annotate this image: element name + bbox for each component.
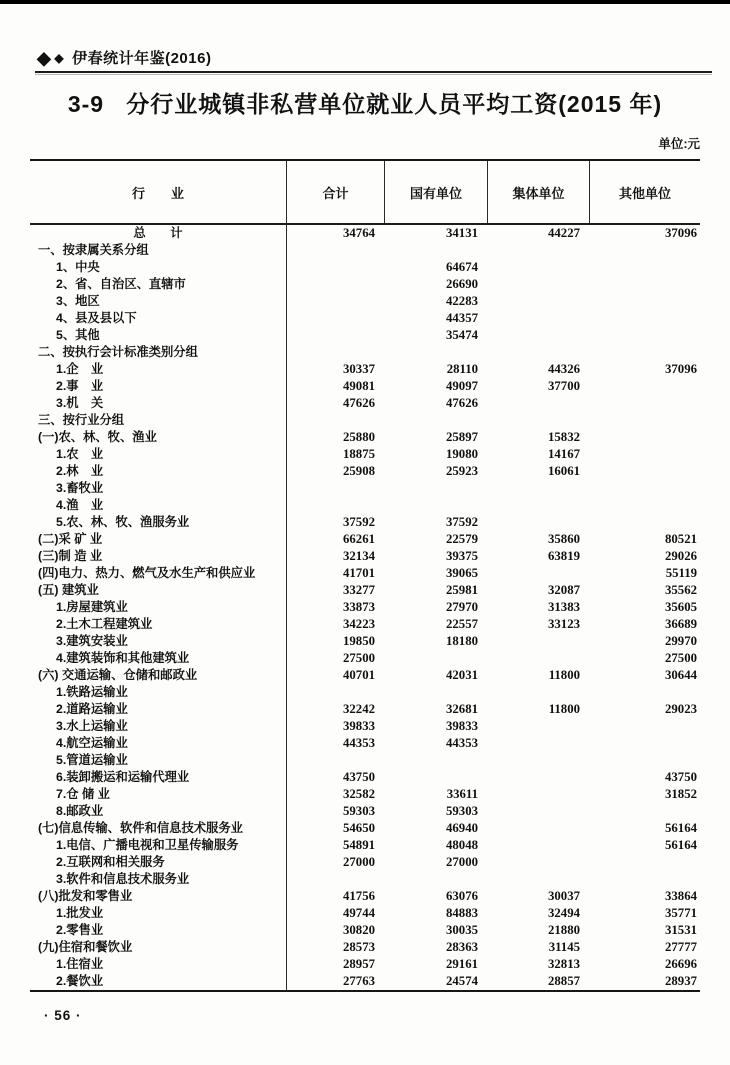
cell-value <box>590 480 700 497</box>
table-row <box>30 854 700 871</box>
table-header <box>30 161 700 225</box>
row-label: 3.水上运输业 <box>30 718 287 735</box>
row-label: 1.农 业 <box>30 446 287 463</box>
cell-value <box>488 242 590 259</box>
cell-value <box>488 412 590 429</box>
cell-value <box>488 752 590 769</box>
cell-value <box>287 276 385 293</box>
cell-value: 27500 <box>343 651 375 665</box>
table-row <box>30 514 700 531</box>
row-label: 三、按行业分组 <box>30 412 287 429</box>
cell-value <box>488 803 590 820</box>
cell-value: 63076 <box>446 889 478 903</box>
cell-value <box>287 259 385 276</box>
table-row <box>30 939 700 956</box>
column-header-total: 合计 <box>287 161 385 223</box>
cell-value <box>488 497 590 514</box>
row-label: (一)农、林、牧、渔业 <box>30 429 287 446</box>
table-row <box>30 225 700 242</box>
cell-value <box>590 412 700 429</box>
cell-value <box>590 276 700 293</box>
cell-value: 32087 <box>548 583 580 597</box>
table-row <box>30 565 700 582</box>
cell-value: 33864 <box>665 889 697 903</box>
row-label: (六) 交通运输、仓储和邮政业 <box>30 667 287 684</box>
cell-value: 28957 <box>343 957 375 971</box>
cell-value: 44353 <box>446 736 478 750</box>
table-row <box>30 905 700 922</box>
row-label: (三)制 造 业 <box>30 548 287 565</box>
cell-value <box>287 242 385 259</box>
cell-value <box>590 718 700 735</box>
table-row <box>30 599 700 616</box>
table-row <box>30 650 700 667</box>
cell-value: 29026 <box>665 549 697 563</box>
cell-value: 32582 <box>343 787 375 801</box>
cell-value: 32494 <box>548 906 580 920</box>
cell-value <box>385 480 488 497</box>
cell-value: 30820 <box>343 923 375 937</box>
cell-value: 29970 <box>665 634 697 648</box>
cell-value: 32134 <box>343 549 375 563</box>
cell-value <box>488 633 590 650</box>
table-row <box>30 973 700 990</box>
page-title: 3-9 分行业城镇非私营单位就业人员平均工资(2015 年) <box>67 91 663 117</box>
cell-value <box>287 412 385 429</box>
cell-value: 59303 <box>446 804 478 818</box>
cell-value <box>590 259 700 276</box>
cell-value: 32681 <box>446 702 478 716</box>
cell-value: 33611 <box>446 787 478 801</box>
table-row <box>30 820 700 837</box>
cell-value: 35771 <box>665 906 697 920</box>
row-label: 2.道路运输业 <box>30 701 287 718</box>
table-row <box>30 242 700 259</box>
column-header-other: 其他单位 <box>618 185 671 201</box>
cell-value <box>385 650 488 667</box>
row-label: 2.事 业 <box>30 378 287 395</box>
cell-value: 18875 <box>343 447 375 461</box>
row-label: 8.邮政业 <box>30 803 287 820</box>
table-row <box>30 718 700 735</box>
cell-value: 35605 <box>665 600 697 614</box>
masthead-rule <box>35 71 712 75</box>
page-number: · 56 · <box>44 1008 82 1023</box>
row-label: 2.餐饮业 <box>30 973 287 990</box>
cell-value: 30644 <box>665 668 697 682</box>
row-label: 1.房屋建筑业 <box>30 599 287 616</box>
cell-value <box>488 480 590 497</box>
row-label: 2.互联网和相关服务 <box>30 854 287 871</box>
cell-value <box>590 803 700 820</box>
table-row <box>30 701 700 718</box>
cell-value: 66261 <box>343 532 375 546</box>
cell-value: 46940 <box>446 821 478 835</box>
table-row <box>30 837 700 854</box>
cell-value <box>287 293 385 310</box>
row-label: (八)批发和零售业 <box>30 888 287 905</box>
cell-value: 27763 <box>343 974 375 988</box>
cell-value <box>385 752 488 769</box>
table-row <box>30 344 700 361</box>
table-row <box>30 684 700 701</box>
cell-value: 15832 <box>548 430 580 444</box>
cell-value: 30337 <box>343 362 375 376</box>
cell-value <box>590 446 700 463</box>
cell-value: 14167 <box>548 447 580 461</box>
cell-value <box>488 327 590 344</box>
cell-value <box>590 327 700 344</box>
cell-value <box>287 497 385 514</box>
table-row <box>30 463 700 480</box>
cell-value: 30037 <box>548 889 580 903</box>
cell-value: 44353 <box>343 736 375 750</box>
row-label: (五) 建筑业 <box>30 582 287 599</box>
row-label: 1.铁路运输业 <box>30 684 287 701</box>
cell-value <box>488 718 590 735</box>
cell-value: 27000 <box>446 855 478 869</box>
row-label: 3.建筑安装业 <box>30 633 287 650</box>
cell-value: 37096 <box>665 362 697 376</box>
cell-value: 31383 <box>548 600 580 614</box>
cell-value: 33277 <box>343 583 375 597</box>
row-label: 2.土木工程建筑业 <box>30 616 287 633</box>
cell-value: 54891 <box>343 838 375 852</box>
cell-value <box>488 684 590 701</box>
row-label: 5.农、林、牧、渔服务业 <box>30 514 287 531</box>
cell-value <box>590 684 700 701</box>
cell-value <box>590 752 700 769</box>
row-label: 5.管道运输业 <box>30 752 287 769</box>
cell-value: 32242 <box>343 702 375 716</box>
cell-value <box>287 344 385 361</box>
column-header-state-owned: 国有单位 <box>385 161 488 223</box>
cell-value <box>287 327 385 344</box>
table-row <box>30 667 700 684</box>
cell-value <box>385 497 488 514</box>
cell-value: 31852 <box>665 787 697 801</box>
cell-value <box>590 854 700 871</box>
column-header-collective: 集体单位 <box>488 161 590 223</box>
cell-value: 28573 <box>343 940 375 954</box>
cell-value: 27000 <box>343 855 375 869</box>
table-row <box>30 582 700 599</box>
cell-value: 19850 <box>343 634 375 648</box>
table-row <box>30 888 700 905</box>
cell-value <box>488 837 590 854</box>
cell-value: 21880 <box>548 923 580 937</box>
cell-value: 42283 <box>446 294 478 308</box>
cell-value: 37592 <box>343 515 375 529</box>
cell-value <box>488 276 590 293</box>
cell-value: 28363 <box>446 940 478 954</box>
table-row <box>30 327 700 344</box>
cell-value: 49081 <box>343 379 375 393</box>
cell-value <box>590 344 700 361</box>
cell-value: 25923 <box>446 464 478 478</box>
table-row <box>30 293 700 310</box>
diamond-icon-small: ◆ <box>54 50 65 65</box>
cell-value: 49097 <box>446 379 478 393</box>
cell-value: 26696 <box>665 957 697 971</box>
table-row <box>30 276 700 293</box>
cell-value <box>488 854 590 871</box>
row-label: 6.装卸搬运和运输代理业 <box>30 769 287 786</box>
cell-value: 39833 <box>343 719 375 733</box>
row-label: 3.机 关 <box>30 395 287 412</box>
cell-value: 49744 <box>343 906 375 920</box>
cell-value <box>488 769 590 786</box>
table-row <box>30 871 700 888</box>
table-row <box>30 446 700 463</box>
cell-value: 40701 <box>343 668 375 682</box>
masthead-text: 伊春统计年鉴(2016) <box>72 50 212 67</box>
cell-value <box>488 820 590 837</box>
cell-value <box>590 395 700 412</box>
cell-value <box>385 769 488 786</box>
cell-value <box>385 242 488 259</box>
cell-value <box>590 378 700 395</box>
cell-value: 54650 <box>343 821 375 835</box>
cell-value: 28937 <box>665 974 697 988</box>
cell-value <box>488 344 590 361</box>
cell-value: 56164 <box>665 838 697 852</box>
row-label: (七)信息传输、软件和信息技术服务业 <box>30 820 287 837</box>
cell-value: 59303 <box>343 804 375 818</box>
cell-value <box>488 514 590 531</box>
table-row <box>30 259 700 276</box>
cell-value <box>488 871 590 888</box>
cell-value: 39375 <box>446 549 478 563</box>
cell-value <box>287 684 385 701</box>
row-label: 4.建筑装饰和其他建筑业 <box>30 650 287 667</box>
wage-table <box>30 159 700 992</box>
cell-value: 41701 <box>343 566 375 580</box>
cell-value: 37096 <box>665 226 697 240</box>
cell-value: 63819 <box>548 549 580 563</box>
row-label: 1.住宿业 <box>30 956 287 973</box>
row-label: (二)采 矿 业 <box>30 531 287 548</box>
cell-value: 47626 <box>343 396 375 410</box>
cell-value: 28110 <box>446 362 478 376</box>
cell-value: 64674 <box>446 260 478 274</box>
cell-value <box>590 514 700 531</box>
table-row <box>30 769 700 786</box>
cell-value: 33123 <box>548 617 580 631</box>
cell-value: 41756 <box>343 889 375 903</box>
scan-edge <box>0 0 730 4</box>
row-label: 4、县及县以下 <box>30 310 287 327</box>
cell-value <box>488 650 590 667</box>
cell-value: 26690 <box>446 277 478 291</box>
cell-value: 55119 <box>665 566 697 580</box>
cell-value: 29161 <box>446 957 478 971</box>
cell-value: 25897 <box>446 430 478 444</box>
cell-value: 32813 <box>548 957 580 971</box>
cell-value: 22579 <box>446 532 478 546</box>
cell-value: 47626 <box>446 396 478 410</box>
row-label: 2、省、自治区、直辖市 <box>30 276 287 293</box>
cell-value: 43750 <box>665 770 697 784</box>
cell-value: 39833 <box>446 719 478 733</box>
cell-value <box>287 310 385 327</box>
cell-value: 35860 <box>548 532 580 546</box>
row-label: 3.畜牧业 <box>30 480 287 497</box>
row-label: 1、中央 <box>30 259 287 276</box>
cell-value: 39065 <box>446 566 478 580</box>
cell-value: 29023 <box>665 702 697 716</box>
cell-value: 25908 <box>343 464 375 478</box>
cell-value: 34131 <box>446 226 478 240</box>
row-label: 3.软件和信息技术服务业 <box>30 871 287 888</box>
cell-value <box>488 786 590 803</box>
table-body <box>30 225 700 990</box>
table-row <box>30 429 700 446</box>
cell-value: 37700 <box>548 379 580 393</box>
table-row <box>30 752 700 769</box>
cell-value: 11800 <box>548 668 580 682</box>
unit-note: 单位:元 <box>658 137 700 151</box>
cell-value: 18180 <box>446 634 478 648</box>
cell-value: 27500 <box>665 651 697 665</box>
cell-value <box>590 497 700 514</box>
table-row <box>30 310 700 327</box>
table-row <box>30 735 700 752</box>
cell-value: 25981 <box>446 583 478 597</box>
cell-value <box>488 259 590 276</box>
table-row <box>30 395 700 412</box>
row-label: 2.林 业 <box>30 463 287 480</box>
row-label: 二、按执行会计标准类别分组 <box>30 344 287 361</box>
cell-value <box>590 735 700 752</box>
cell-value: 36689 <box>665 617 697 631</box>
cell-value <box>385 412 488 429</box>
row-label: 4.航空运输业 <box>30 735 287 752</box>
row-label: 5、其他 <box>30 327 287 344</box>
cell-value: 16061 <box>548 464 580 478</box>
table-row <box>30 956 700 973</box>
diamond-icon-large: ◆ <box>37 47 52 68</box>
table-row <box>30 412 700 429</box>
cell-value: 34223 <box>343 617 375 631</box>
cell-value: 56164 <box>665 821 697 835</box>
cell-value: 22557 <box>446 617 478 631</box>
cell-value: 35562 <box>665 583 697 597</box>
cell-value: 44227 <box>548 226 580 240</box>
cell-value: 37592 <box>446 515 478 529</box>
row-label: 7.仓 储 业 <box>30 786 287 803</box>
cell-value: 24574 <box>446 974 478 988</box>
cell-value <box>385 684 488 701</box>
cell-value: 11800 <box>548 702 580 716</box>
row-label: 2.零售业 <box>30 922 287 939</box>
table-row <box>30 378 700 395</box>
row-label: (九)住宿和餐饮业 <box>30 939 287 956</box>
cell-value <box>590 310 700 327</box>
table-row <box>30 480 700 497</box>
row-label: 1.企 业 <box>30 361 287 378</box>
cell-value <box>488 310 590 327</box>
cell-value <box>385 871 488 888</box>
cell-value: 84883 <box>446 906 478 920</box>
table-row <box>30 548 700 565</box>
cell-value <box>488 735 590 752</box>
cell-value: 34764 <box>343 226 375 240</box>
row-label: 总 计 <box>30 225 287 242</box>
cell-value: 33873 <box>343 600 375 614</box>
table-row <box>30 803 700 820</box>
cell-value <box>287 871 385 888</box>
column-header-industry: 行 业 <box>30 161 287 223</box>
cell-value: 48048 <box>446 838 478 852</box>
table-row <box>30 531 700 548</box>
row-label: 4.渔 业 <box>30 497 287 514</box>
cell-value <box>287 480 385 497</box>
cell-value <box>590 871 700 888</box>
table-row <box>30 922 700 939</box>
cell-value <box>590 463 700 480</box>
table-row <box>30 497 700 514</box>
cell-value: 30035 <box>446 923 478 937</box>
cell-value <box>488 565 590 582</box>
row-label: 一、按隶属关系分组 <box>30 242 287 259</box>
cell-value <box>385 344 488 361</box>
cell-value <box>488 395 590 412</box>
row-label: (四)电力、热力、燃气及水生产和供应业 <box>30 565 287 582</box>
cell-value: 28857 <box>548 974 580 988</box>
table-row <box>30 616 700 633</box>
row-label: 1.批发业 <box>30 905 287 922</box>
cell-value: 44326 <box>548 362 580 376</box>
cell-value: 19080 <box>446 447 478 461</box>
cell-value: 31531 <box>665 923 697 937</box>
cell-value <box>590 242 700 259</box>
table-row <box>30 786 700 803</box>
cell-value: 25880 <box>343 430 375 444</box>
table-row <box>30 633 700 650</box>
cell-value: 35474 <box>446 328 478 342</box>
cell-value: 27777 <box>665 940 697 954</box>
cell-value: 42031 <box>446 668 478 682</box>
row-label: 3、地区 <box>30 293 287 310</box>
cell-value <box>590 293 700 310</box>
table-row <box>30 361 700 378</box>
cell-value <box>488 293 590 310</box>
cell-value: 31145 <box>548 940 580 954</box>
cell-value: 27970 <box>446 600 478 614</box>
cell-value: 43750 <box>343 770 375 784</box>
row-label: 1.电信、广播电视和卫星传输服务 <box>30 837 287 854</box>
masthead <box>37 47 211 68</box>
cell-value: 44357 <box>446 311 478 325</box>
cell-value <box>590 429 700 446</box>
cell-value: 80521 <box>665 532 697 546</box>
cell-value <box>287 752 385 769</box>
